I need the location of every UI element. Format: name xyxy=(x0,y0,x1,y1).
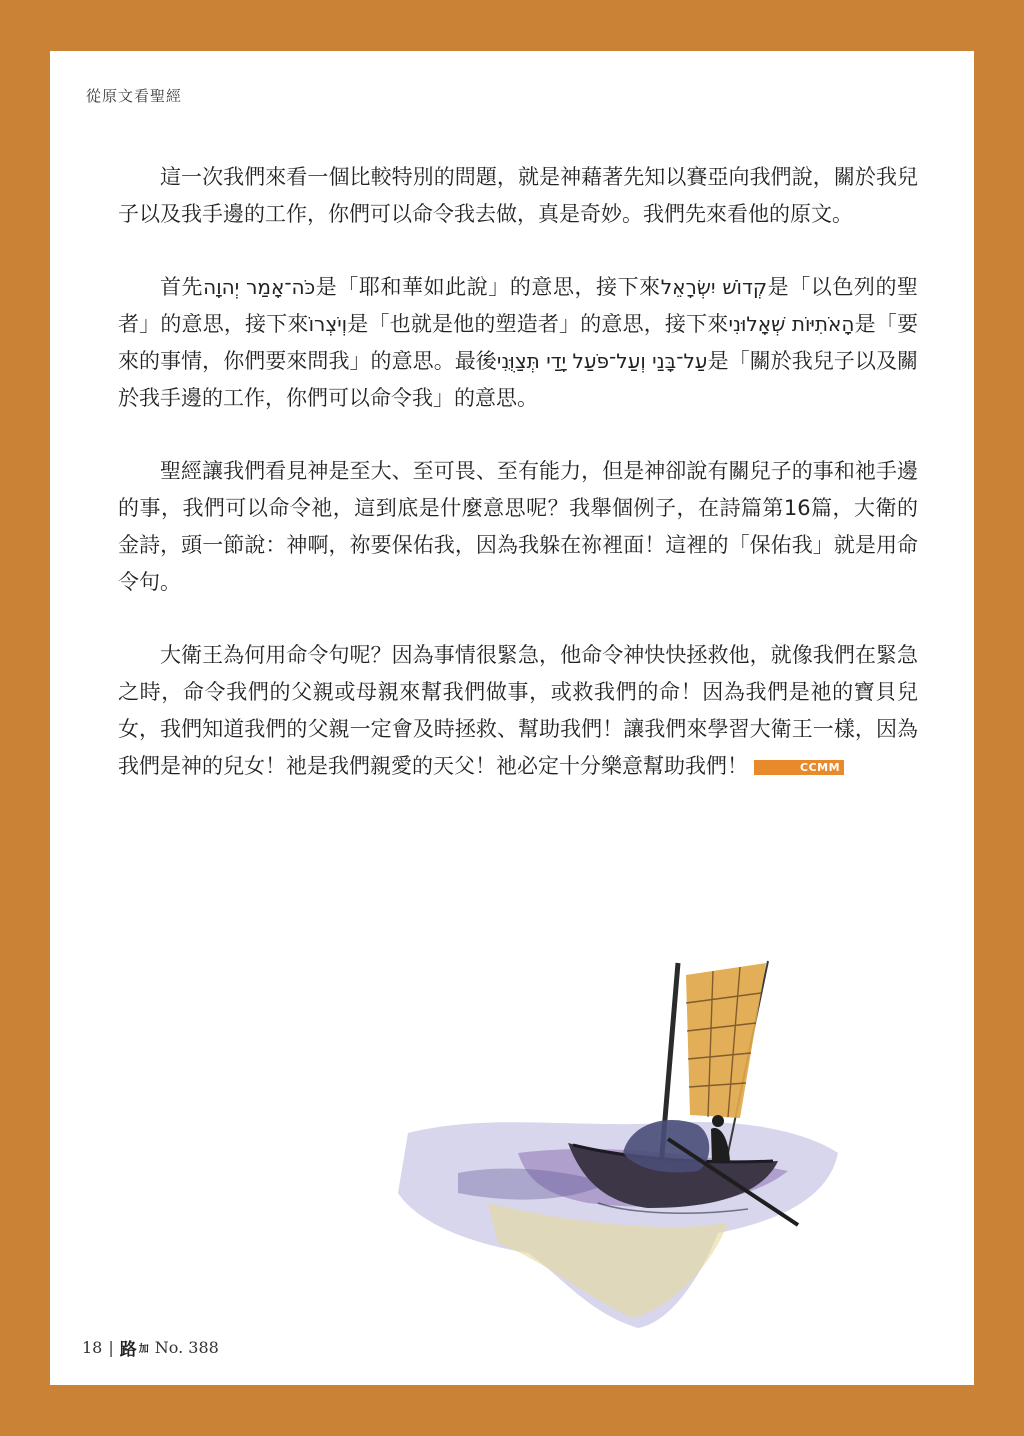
magazine-logo: 路 xyxy=(119,1340,137,1360)
hebrew-phrase-3: וְיֹצְרוֹ xyxy=(308,312,348,336)
p4-text: 大衛王為何用命令句呢？因為事情很緊急，他命令神快快拯救他，就像我們在緊急之時，命令我們的父親或母親來幫我們做事，或救我們的命！因為我們是祂的寶貝兒女，我們知道我們的父親一定會及時拯救、幫助我們！讓我們來學習大衛王一樣，因為我們是神的兒女！祂是我們親愛的天父！祂必定十分樂意幫助我們！ xyxy=(118,643,918,778)
ccmm-badge: CCMM xyxy=(754,760,844,775)
footer-separator: | xyxy=(108,1338,114,1357)
p2-text-6: 是「關於我兒子以及關於我手邊的工作，你們可以命令我」的意思。 xyxy=(118,349,918,410)
p2-text-3: 是「以色列的聖者」的意思，接下來 xyxy=(118,275,919,336)
running-title: 從原文看聖經 xyxy=(86,87,183,105)
p2-text-2: 是「耶和華如此說」的意思，接下來 xyxy=(315,275,661,299)
paragraph-2 xyxy=(118,269,918,417)
paragraph-1: 這一次我們來看一個比較特別的問題，就是神藉著先知以賽亞向我們說，關於我兒子以及我手邊的工作，你們可以命令我去做，真是奇妙。我們先來看他的原文。 xyxy=(118,165,918,226)
sailboat-watercolor-icon xyxy=(368,903,848,1335)
magazine-logo-sub: 加 xyxy=(138,1344,149,1355)
page-sheet xyxy=(50,51,974,1385)
p2-text-5: 是「要來的事情，你們要來問我」的意思。最後 xyxy=(118,312,919,373)
page-number: 18 xyxy=(82,1338,103,1357)
p2-text-1: 首先 xyxy=(160,275,204,299)
issue-number: No. 388 xyxy=(154,1338,219,1357)
page-footer xyxy=(82,1335,219,1360)
hebrew-phrase-5: עַל־בָּנַי וְעַל־פֹּעַל יָדַי תְּצַוֻּנִי xyxy=(496,349,708,373)
hebrew-phrase-4: הָאֹתִיּוֹת שְׁאָלוּנִי xyxy=(728,312,855,336)
p2-text-4: 是「也就是他的塑造者」的意思，接下來 xyxy=(347,312,729,336)
article-body xyxy=(118,159,918,821)
hebrew-phrase-1: כֹּה־אָמַר יְהוָה xyxy=(203,275,316,299)
paragraph-3: 聖經讓我們看見神是至大、至可畏、至有能力，但是神卻說有關兒子的事和祂手邊的事，我們可以命令祂，這到底是什麼意思呢？我舉個例子，在詩篇第16篇，大衛的金詩，頭一節說：神啊，祢要保佑我，因為我躲在祢裡面！這裡的「保佑我」就是用命令句。 xyxy=(118,459,918,594)
paragraph-4 xyxy=(118,637,918,785)
hebrew-phrase-2: קְדוֹשׁ יִשְׂרָאֵל xyxy=(660,275,768,299)
